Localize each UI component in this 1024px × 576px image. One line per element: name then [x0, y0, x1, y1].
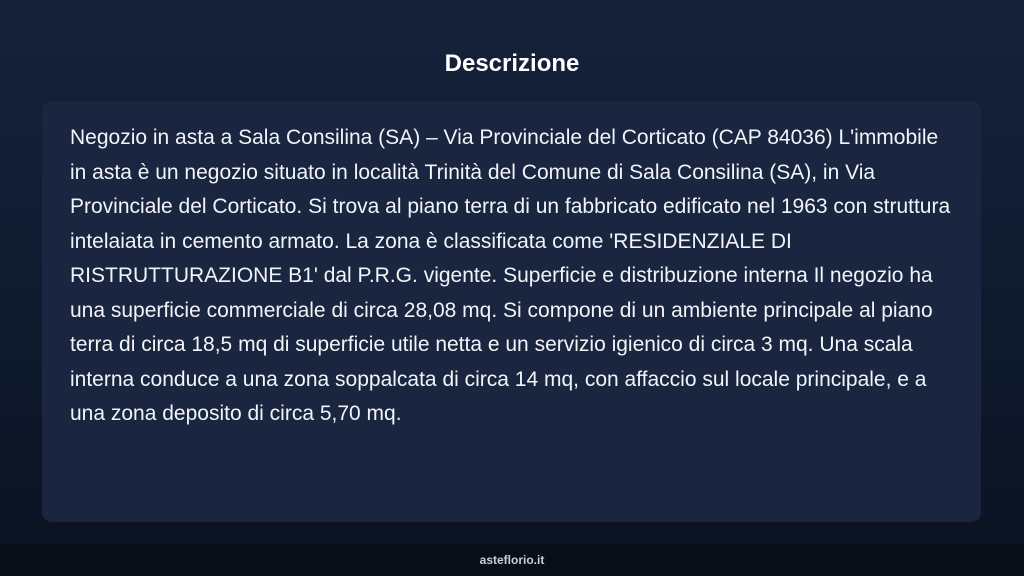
footer-bar — [0, 544, 1024, 576]
description-card — [42, 101, 981, 522]
page-title: Descrizione — [444, 50, 580, 77]
footer-brand-link[interactable]: asteflorio.it — [479, 553, 545, 567]
description-text: Negozio in asta a Sala Consilina (SA) – Via Provinciale del Corticato (CAP 84036) L'immobile in asta è un negozio situato in località Trinità del Comune di Sala Consilina (SA), in Via Provinciale del Corticato. Si trova al piano terra di un fabbricato edificato nel 1963 con struttura intelaiata in cemento armato. La zona è classificata come 'RESIDENZIALE DI RISTRUTTURAZIONE B1' dal P.R.G. vigente. Superficie e distribuzione interna Il negozio ha una superficie commerciale di circa 28,08 mq. Si compone di un ambiente principale al piano terra di circa 18,5 mq di superficie utile netta e un servizio igienico di circa 3 mq. Una scala interna conduce a una zona soppalcata di circa 14 mq, con affaccio sul locale principale, e a una zona deposito di circa 5,70 mq. — [70, 126, 951, 425]
